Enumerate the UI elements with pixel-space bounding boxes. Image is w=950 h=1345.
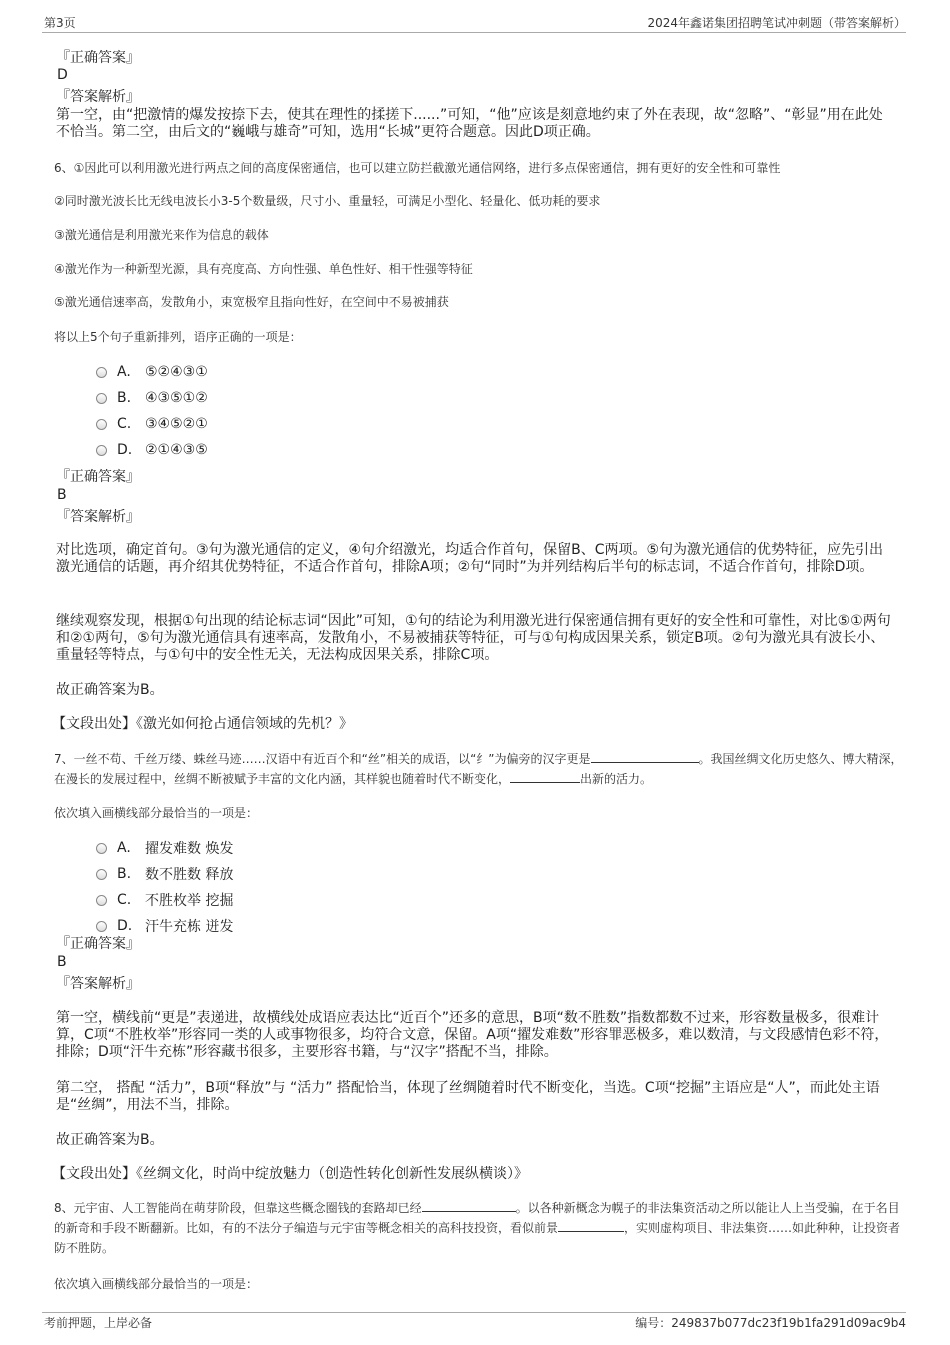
analysis-conclusion: 故正确答案为B。 bbox=[56, 682, 164, 698]
option-text: ⑤②④③① bbox=[145, 364, 208, 380]
radio-icon[interactable] bbox=[96, 367, 107, 378]
option-letter: B. bbox=[117, 390, 132, 406]
q8-text-part: 。以各种新概念为幌子的非法集资活动之所以能让人上当受骗，在于名目的新奇和手段不断翻新。比如，有的不法分子编造与元宇宙等概念相关的高科技投资，看似前景 bbox=[54, 1201, 900, 1235]
q8-text-part: ，实则虚构项目、非法集资……如此种种，让投资者防不胜防。 bbox=[54, 1221, 901, 1255]
radio-icon[interactable] bbox=[96, 869, 107, 880]
q7-text-part: 。我国丝绸文化历史悠久、博大精深，在漫长的发展过程中，丝绸不断被赋予丰富的文化内涵，其样貌也随着时代不断变化， bbox=[54, 752, 903, 786]
option-text: 擢发难数 焕发 bbox=[145, 841, 234, 857]
answer-label: 『正确答案』 bbox=[56, 50, 140, 66]
header-rule bbox=[42, 32, 906, 33]
option-letter: B. bbox=[117, 866, 132, 882]
analysis-label: 『答案解析』 bbox=[56, 509, 140, 525]
q6-sentence-2: ②同时激光波长比无线电波长小3-5个数量级，尺寸小、重量轻，可满足小型化、轻量化、低功耗的要求 bbox=[54, 194, 601, 208]
q7-option-a[interactable] bbox=[96, 839, 233, 857]
q7-prompt: 依次填入画横线部分最恰当的一项是： bbox=[54, 806, 259, 820]
source-citation: 【文段出处】《丝绸文化，时尚中绽放魅力（创造性转化创新性发展纵横谈）》 bbox=[52, 1166, 528, 1182]
analysis-paragraph: 第一空，横线前“更是”表递进，故横线处成语应表达比“近百个”还多的意思，B项“数不胜数”指数都数不过来，形容数量极多，很难计算，C项“不胜枚举”形容同一类的人或事物很多，均符合文意，保留。A项“擢发难数”形容罪恶极多，难以数清，与文段感情色彩不符，排除；D项“汗牛充栋”形容藏书很多，主要形容书籍，与“汉字”搭配不当，排除。 bbox=[56, 1010, 889, 1060]
analysis-label: 『答案解析』 bbox=[56, 976, 140, 992]
option-letter: C. bbox=[117, 892, 132, 908]
option-text: 汗牛充栋 迸发 bbox=[145, 919, 234, 935]
option-text: 不胜枚举 挖掘 bbox=[145, 893, 234, 909]
option-text: 数不胜数 释放 bbox=[145, 867, 234, 883]
radio-icon[interactable] bbox=[96, 445, 107, 456]
footer-slogan: 考前押题，上岸必备 bbox=[44, 1316, 153, 1330]
analysis-conclusion: 故正确答案为B。 bbox=[56, 1132, 164, 1148]
q6-sentence-1: 6、①因此可以利用激光进行两点之间的高度保密通信，也可以建立防拦截激光通信网络，进行多点保密通信，拥有更好的安全性和可靠性 bbox=[54, 161, 781, 175]
fill-blank bbox=[558, 1231, 624, 1232]
q7-text-part: 7、一丝不苟、千丝万缕、蛛丝马迹……汉语中有近百个和“丝”相关的成语，以“纟”为偏旁的汉字更是 bbox=[54, 752, 591, 766]
q7-text-part: 出新的活力。 bbox=[580, 772, 653, 786]
analysis-label: 『答案解析』 bbox=[56, 89, 140, 105]
radio-icon[interactable] bbox=[96, 843, 107, 854]
q6-option-a[interactable] bbox=[96, 363, 208, 381]
q7-option-d[interactable] bbox=[96, 917, 233, 935]
q8-prompt: 依次填入画横线部分最恰当的一项是： bbox=[54, 1277, 259, 1291]
q6-option-d[interactable] bbox=[96, 441, 208, 459]
answer-value: B bbox=[57, 487, 67, 503]
analysis-paragraph: 继续观察发现，根据①句出现的结论标志词“因此”可知，①句的结论为利用激光进行保密通信拥有更好的安全性和可靠性，对比⑤①两句和②①两句，⑤句为激光通信具有速率高，发散角小，不易被捕获等特征，可与①句构成因果关系，锁定B项。②句为激光具有波长小、重量轻等特点，与①句中的安全性无关，无法构成因果关系，排除C项。 bbox=[56, 613, 891, 663]
q6-option-b[interactable] bbox=[96, 389, 208, 407]
q7-option-c[interactable] bbox=[96, 891, 233, 909]
document-title: 2024年鑫诺集团招聘笔试冲刺题（带答案解析） bbox=[647, 16, 906, 30]
answer-value: B bbox=[57, 954, 67, 970]
q7-option-b[interactable] bbox=[96, 865, 233, 883]
q6-sentence-5: ⑤激光通信速率高，发散角小，束宽极窄且指向性好，在空间中不易被捕获 bbox=[54, 295, 449, 309]
q6-option-c[interactable] bbox=[96, 415, 208, 433]
answer-label: 『正确答案』 bbox=[56, 936, 140, 952]
option-text: ④③⑤①② bbox=[145, 390, 208, 406]
option-text: ②①④③⑤ bbox=[145, 442, 208, 458]
fill-blank bbox=[591, 762, 699, 763]
q6-prompt: 将以上5个句子重新排列，语序正确的一项是： bbox=[54, 330, 302, 344]
radio-icon[interactable] bbox=[96, 921, 107, 932]
q7-text bbox=[54, 749, 909, 789]
q6-sentence-4: ④激光作为一种新型光源，具有亮度高、方向性强、单色性好、相干性强等特征 bbox=[54, 262, 473, 276]
option-letter: C. bbox=[117, 416, 132, 432]
option-letter: D. bbox=[117, 442, 133, 458]
option-letter: A. bbox=[117, 840, 131, 856]
radio-icon[interactable] bbox=[96, 895, 107, 906]
analysis-text: 第一空，由“把激情的爆发按捺下去，使其在理性的揉搓下......”可知，“他”应该是刻意地约束了外在表现，故“忽略”、“彰显”用在此处不恰当。第二空，由后文的“巍峨与雄奇”可知，选用“长城”更符合题意。因此D项正确。 bbox=[56, 107, 883, 140]
analysis-paragraph: 第二空， 搭配 “活力”，B项“释放”与 “活力” 搭配恰当，体现了丝绸随着时代不断变化，当选。C项“挖掘”主语应是“人”，而此处主语是“丝绸”，用法不当，排除。 bbox=[56, 1080, 880, 1113]
footer-rule bbox=[42, 1312, 906, 1313]
fill-blank bbox=[422, 1211, 516, 1212]
option-letter: A. bbox=[117, 364, 131, 380]
page-number: 第3页 bbox=[44, 16, 76, 30]
q6-sentence-3: ③激光通信是利用激光来作为信息的载体 bbox=[54, 228, 269, 242]
option-text: ③④⑤②① bbox=[145, 416, 208, 432]
q8-text bbox=[54, 1198, 909, 1258]
answer-value: D bbox=[57, 67, 68, 83]
radio-icon[interactable] bbox=[96, 419, 107, 430]
analysis-paragraph: 对比选项，确定首句。③句为激光通信的定义，④句介绍激光，均适合作首句，保留B、C两项。⑤句为激光通信的优势特征，应先引出激光通信的话题，再介绍其优势特征，不适合作首句，排除A项；②句“同时”为并列结构后半句的标志词，不适合作首句，排除D项。 bbox=[56, 542, 884, 575]
q8-text-part: 8、元宇宙、人工智能尚在萌芽阶段，但靠这些概念圈钱的套路却已经 bbox=[54, 1201, 422, 1215]
answer-label: 『正确答案』 bbox=[56, 469, 140, 485]
radio-icon[interactable] bbox=[96, 393, 107, 404]
document-id: 编号：249837b077dc23f19b1fa291d09ac9b4 bbox=[635, 1316, 906, 1330]
fill-blank bbox=[510, 782, 580, 783]
option-letter: D. bbox=[117, 918, 133, 934]
source-citation: 【文段出处】《激光如何抢占通信领域的先机？》 bbox=[52, 716, 353, 732]
